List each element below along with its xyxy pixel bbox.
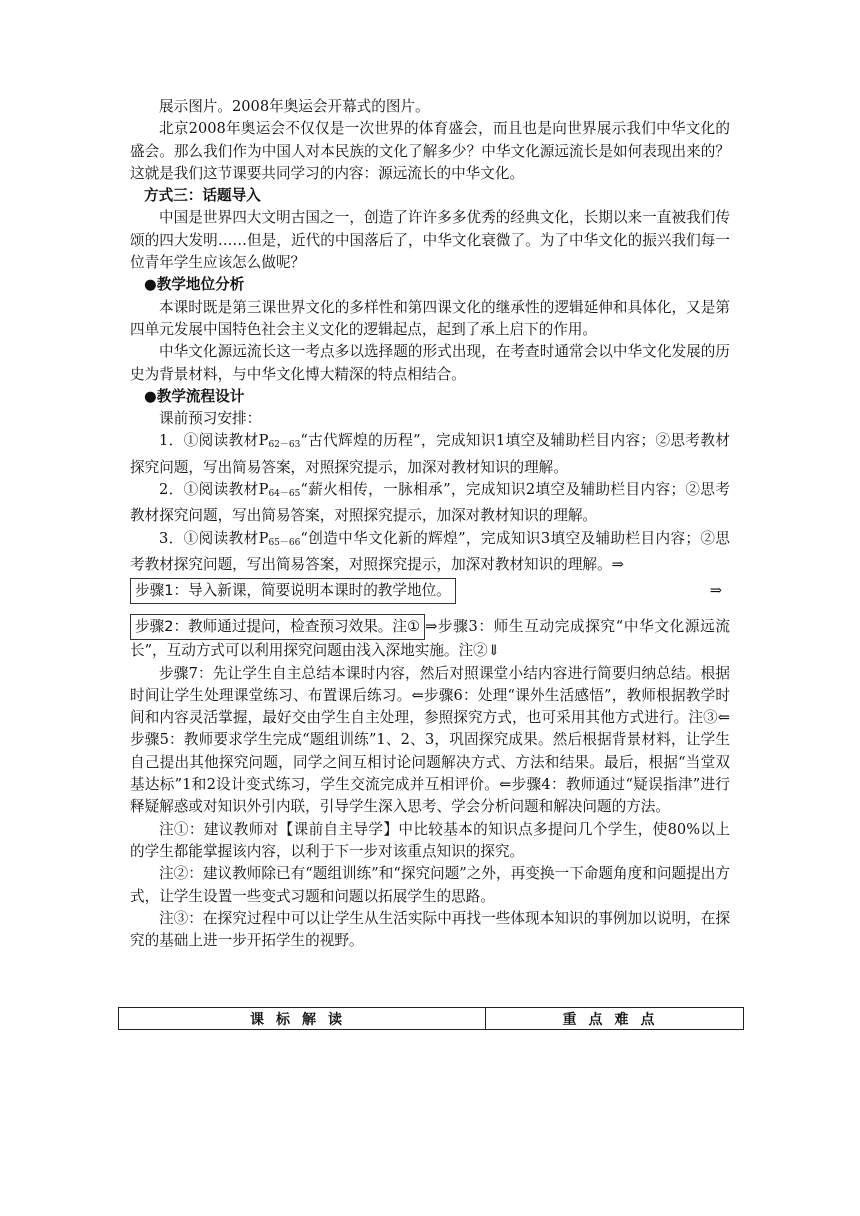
document-body <box>130 96 730 952</box>
paragraph-status-2: 中华文化源远流长这一考点多以选择题的形式出现，在考查时通常会以中华文化发展的历史为背景材料，与中华文化博大精深的特点相结合。 <box>130 343 730 383</box>
note-1: 注①：建议教师对【课前自主导学】中比较基本的知识点多提问几个学生，使80%以上的学生都能掌握该内容，以利于下一步对该重点知识的探究。 <box>130 820 730 860</box>
table-header-curriculum: 课标解读 <box>119 1008 486 1029</box>
note-2: 注②：建议教师除已有“题组训练”和“探究问题”之外，再变换一下命题角度和问题提出方式，让学生设置一些变式习题和问题以拓展学生的思路。 <box>130 865 730 905</box>
step-1-box: 步骤1：导入新课，简要说明本课时的教学地位。 <box>130 578 456 604</box>
preview-item-2: 2．①阅读教材$P_{64-65}“$薪火相传，一脉相承”，完成知识2填空及辅助栏目内容；②思考教材探究问题，写出简易答案，对照探究提示，加深对教材知识的理解。 <box>130 481 731 525</box>
preview-item-1: 1．①阅读教材$P_{62-63}“$古代辉煌的历程”，完成知识1填空及辅助栏目内容；②思考教材探究问题，写出简易答案，对照探究提示，加深对教材知识的理解。 <box>130 432 731 476</box>
paragraph-civilization: 中国是世界四大文明古国之一，创造了许许多多优秀的经典文化，长期以来一直被我们传颂的四大发明……但是，近代的中国落后了，中华文化衰微了。为了中华文化的振兴我们每一位青年学生应该怎么做呢？ <box>130 209 730 272</box>
step-2-3-paragraph <box>130 610 730 662</box>
heading-method-three: 方式三：话题导入 <box>144 187 261 205</box>
heading-teaching-status: ●教学地位分析 <box>144 276 245 294</box>
paragraph-olympics: 北京2008年奥运会不仅仅是一次世界的体育盛会，而且也是向世界展示我们中华文化的盛会。那么我们作为中国人对本民族的文化了解多少？中华文化源远流长是如何表现出来的？这就是我们这节课要共同学习的内容：源远流长的中华文化。 <box>130 120 730 182</box>
preview-item-3: 3．①阅读教材$P_{65-66}“$创造中华文化新的辉煌”，完成知识3填空及辅助栏目内容；②思考教材探究问题，写出简易答案，对照探究提示，加深对教材知识的理解。⇒ <box>130 529 731 573</box>
step-2-box: 步骤2：教师通过提问，检查预习效果。注① <box>130 614 425 640</box>
paragraph-steps-4-7: 步骤7：先让学生自主总结本课时内容，然后对照课堂小结内容进行简要归纳总结。根据时间让学生处理课堂练习、布置课后练习。⇐步骤6：处理“课外生活感悟”，教师根据教学时间和内容灵活掌握，最好交由学生自主处理，参照探究方式，也可采用其他方式进行。注③⇐步骤5：教师要求学生完成“题组训练”1、2、3，巩固探究成果。然后根据背景材料，让学生自己提出其他探究问题，同学之间互相讨论问题解决方式、方法和结果。最后，根据“当堂双基达标”1和2设计变式练习，学生交流完成并互相评价。⇐步骤4：教师通过“疑误指津”进行释疑解惑或对知识外引内联，引导学生深入思考、学会分析问题和解决问题的方法。 <box>130 664 730 816</box>
right-arrow-icon: ⇒ <box>709 582 722 600</box>
step-3-text: ⇒步骤3：师生互动完成探究“中华文化源远流长”，互动方式可以利用探究问题由浅入深地实施。注②⇓ <box>130 618 730 660</box>
heading-teaching-flow: ●教学流程设计 <box>144 387 245 405</box>
note-3: 注③：在探究过程中可以让学生从生活实际中再找一些体现本知识的事例加以说明，在探究的基础上进一步开拓学生的视野。 <box>130 909 730 950</box>
paragraph-status-1: 本课时既是第三课世界文化的多样性和第四课文化的继承性的逻辑延伸和具体化，又是第四单元发展中国特色社会主义文化的逻辑起点，起到了承上启下的作用。 <box>130 298 730 338</box>
table-header-key-points: 重点难点 <box>562 1011 667 1028</box>
curriculum-table-header <box>118 1007 744 1030</box>
paragraph-preview-intro: 课前预习安排： <box>159 410 262 428</box>
step-1-row <box>130 576 730 610</box>
paragraph-intro: 展示图片。2008年奥运会开幕式的图片。 <box>159 98 430 115</box>
